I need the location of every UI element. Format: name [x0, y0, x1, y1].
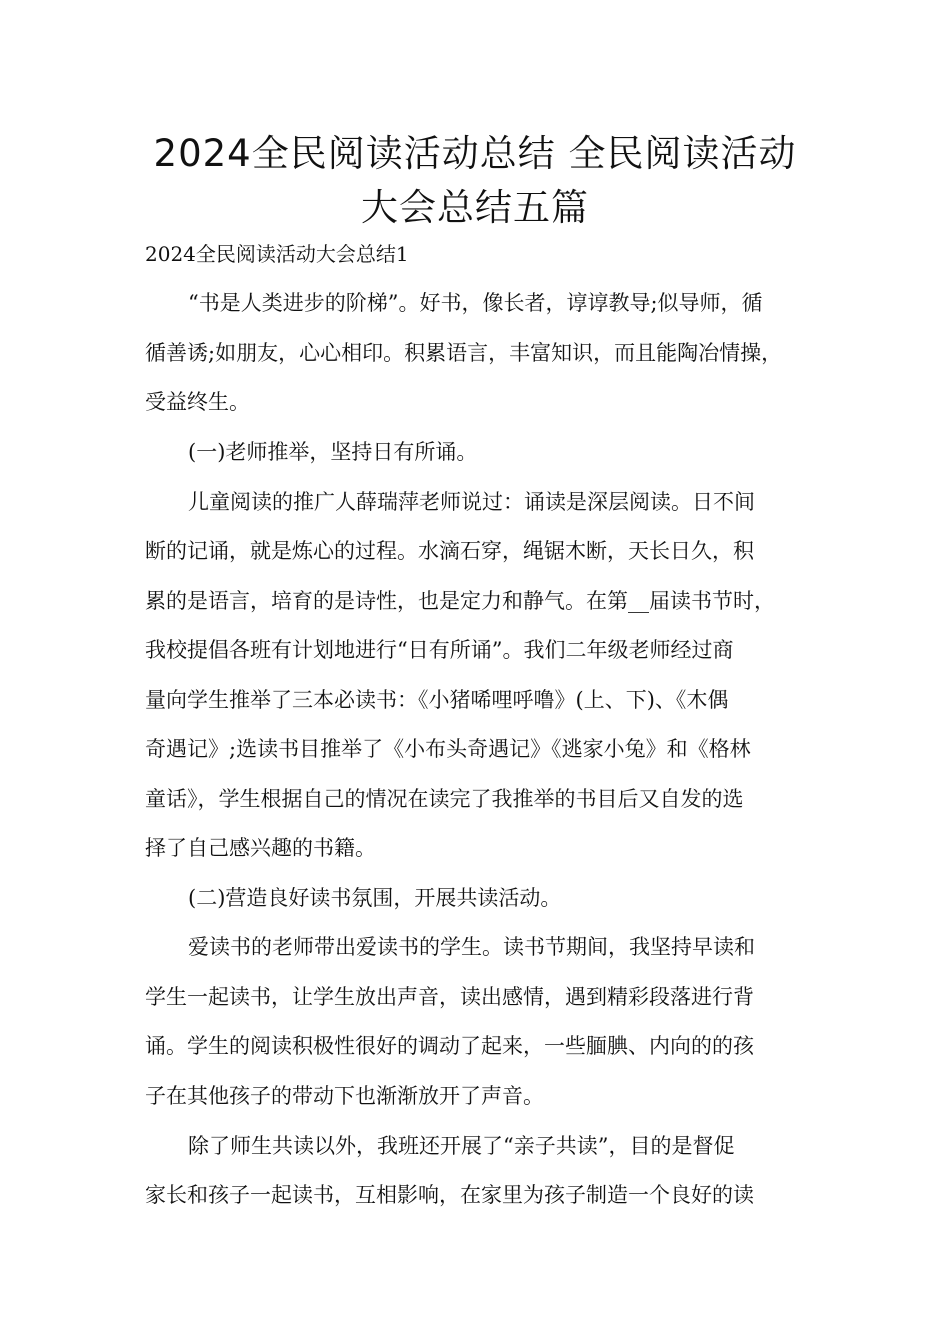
paragraph-line: “书是人类进步的阶梯”。好书，像长者，谆谆教导;似导师，循	[188, 291, 763, 315]
paragraph-line: 择了自己感兴趣的书籍。	[145, 836, 376, 860]
paragraph-line: 我校提倡各班有计划地进行“日有所诵”。我们二年级老师经过商	[145, 638, 734, 662]
paragraph-line: 童话》，学生根据自己的情况在读完了我推举的书目后又自发的选	[145, 787, 744, 811]
document-title-line-2: 大会总结五篇	[361, 186, 589, 229]
paragraph-line: 奇遇记》;选读书目推举了《小布头奇遇记》《逃家小兔》和《格林	[145, 737, 751, 761]
paragraph-line: 循善诱;如朋友，心心相印。积累语言，丰富知识，而且能陶冶情操，	[145, 341, 783, 365]
paragraph-line: (一)老师推举，坚持日有所诵。	[188, 440, 478, 464]
section-heading: 2024全民阅读活动大会总结1	[145, 242, 409, 266]
paragraph-line: 受益终生。	[145, 390, 250, 414]
paragraph-line: (二)营造良好读书氛围，开展共读活动。	[188, 886, 562, 910]
paragraph-line: 量向学生推举了三本必读书：《小猪唏哩呼噜》(上、下)、《木偶	[145, 688, 729, 712]
paragraph-line: 学生一起读书，让学生放出声音，读出感情，遇到精彩段落进行背	[145, 985, 754, 1009]
paragraph-line: 家长和孩子一起读书，互相影响，在家里为孩子制造一个良好的读	[145, 1183, 754, 1207]
paragraph-line: 断的记诵，就是炼心的过程。水滴石穿，绳锯木断，天长日久，积	[145, 539, 754, 563]
paragraph-line: 子在其他孩子的带动下也渐渐放开了声音。	[145, 1084, 544, 1108]
paragraph-line: 除了师生共读以外，我班还开展了“亲子共读”，目的是督促	[188, 1134, 735, 1158]
paragraph-line: 儿童阅读的推广人薛瑞萍老师说过：诵读是深层阅读。日不间	[188, 490, 755, 514]
paragraph-line: 爱读书的老师带出爱读书的学生。读书节期间，我坚持早读和	[188, 935, 755, 959]
paragraph-line: 累的是语言，培育的是诗性，也是定力和静气。在第__届读书节时，	[145, 589, 775, 613]
paragraph-line: 诵。学生的阅读积极性很好的调动了起来，一些腼腆、内向的的孩	[145, 1034, 754, 1058]
document-title-line-1: 2024全民阅读活动总结 全民阅读活动	[153, 132, 797, 175]
